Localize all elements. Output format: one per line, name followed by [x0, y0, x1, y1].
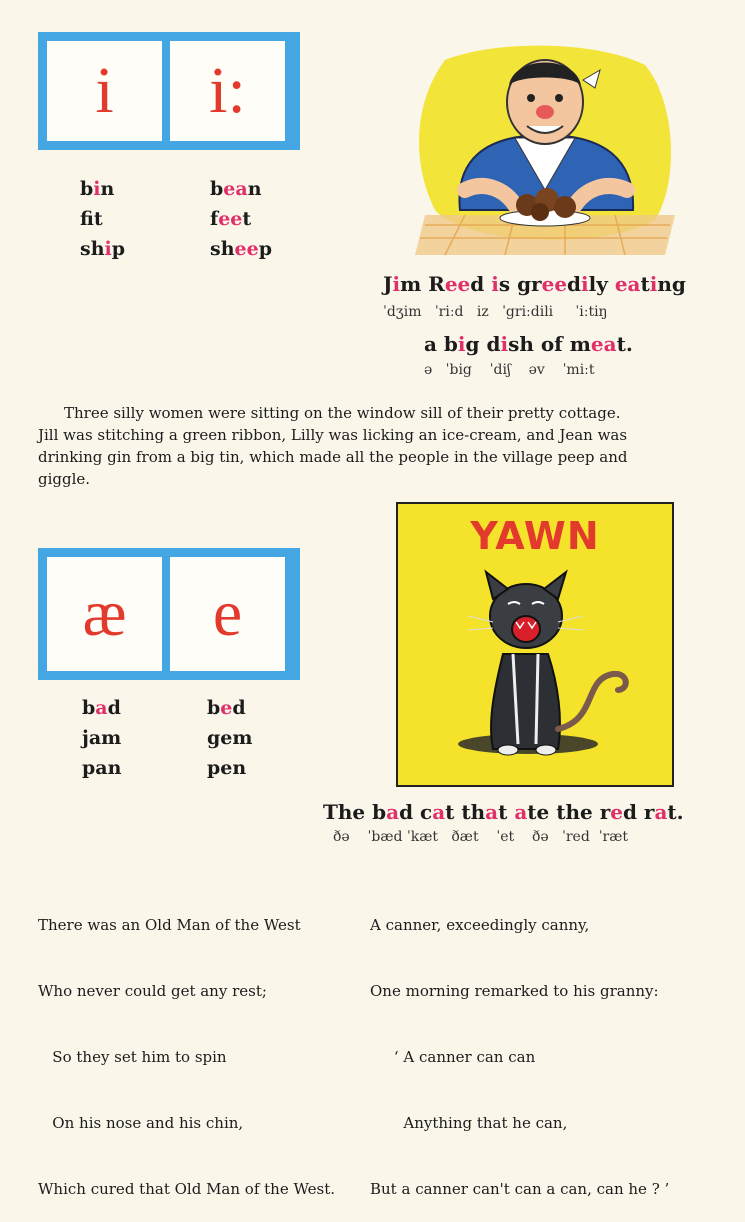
poem-line: There was an Old Man of the West — [38, 916, 301, 934]
poem-line: But a canner can't can a can, can he ? ’ — [370, 1180, 670, 1198]
highlighted-letters: a — [95, 697, 108, 719]
word-list-long-i — [210, 174, 272, 264]
phoneme-box-i — [38, 32, 300, 150]
highlighted-letters: i — [581, 272, 589, 296]
text-segment: sh — [80, 238, 105, 260]
word-list-short-i — [80, 174, 125, 264]
man-eating-illustration — [405, 40, 680, 260]
highlighted-letters: ee — [541, 272, 568, 296]
highlighted-letters: ee — [234, 238, 259, 260]
text-segment: n — [247, 178, 262, 200]
highlighted-letters: i — [500, 332, 509, 356]
highlighted-letters: ea — [590, 332, 617, 356]
highlighted-letters: ee — [444, 272, 471, 296]
text-segment: t th — [445, 800, 486, 824]
text-segment: p — [258, 238, 272, 260]
text-segment: The b — [323, 800, 387, 824]
example-word — [80, 174, 125, 204]
highlighted-letters: ea — [223, 178, 248, 200]
highlighted-letters: ee — [218, 208, 243, 230]
text-segment: n — [100, 178, 115, 200]
phoneme-ae: æ — [47, 557, 162, 671]
text-segment: d — [107, 697, 121, 719]
paragraph-line: Three silly women were sitting on the window sill of their pretty cottage. — [64, 404, 621, 422]
text-segment: sh of m — [508, 332, 591, 356]
text-segment: b — [80, 178, 94, 200]
text-segment: d c — [399, 800, 433, 824]
example-word — [210, 174, 272, 204]
text-segment: d r — [622, 800, 655, 824]
phoneme-short-i: i — [47, 41, 162, 141]
text-segment: t. — [616, 332, 633, 356]
text-segment: pen — [207, 757, 247, 779]
text-segment: d — [470, 272, 492, 296]
text-segment: a b — [424, 332, 458, 356]
text-segment: ly — [588, 272, 615, 296]
phoneme-box-ae-e — [38, 548, 300, 680]
phrase-big-dish — [424, 332, 633, 356]
paragraph-line: giggle. — [38, 470, 91, 488]
highlighted-letters: e — [220, 697, 233, 719]
text-segment: p — [111, 238, 126, 260]
text-segment: b — [82, 697, 96, 719]
yawning-cat-illustration — [398, 504, 672, 785]
text-segment: gem — [207, 727, 253, 749]
example-word — [207, 693, 252, 723]
poem-line: So they set him to spin — [38, 1048, 227, 1066]
text-segment: ng — [657, 272, 686, 296]
poster-title: YAWN — [470, 514, 600, 558]
highlighted-letters: i — [457, 332, 466, 356]
word-list-e — [207, 693, 252, 783]
text-segment: f — [80, 208, 94, 230]
poem-line: On his nose and his chin, — [38, 1114, 244, 1132]
phoneme-e: e — [170, 557, 285, 671]
text-segment: t. — [667, 800, 684, 824]
text-segment: b — [207, 697, 221, 719]
poem-line: Which cured that Old Man of the West. — [38, 1180, 336, 1198]
text-segment: t — [640, 272, 650, 296]
highlighted-letters: a — [485, 800, 499, 824]
poem-old-man-west — [38, 870, 335, 1222]
example-word — [210, 204, 272, 234]
highlighted-letters: i — [649, 272, 658, 296]
poem-canner — [370, 870, 669, 1222]
ipa-jim-reed: ˈdʒim ˈriːd iz ˈgriːdili ˈiːtiŋ — [383, 304, 608, 320]
paragraph-line: drinking gin from a big tin, which made all the people in the village peep and — [38, 448, 628, 466]
yawn-cat-poster — [396, 502, 674, 787]
highlighted-letters: a — [654, 800, 668, 824]
ipa-big-dish: ə ˈbig ˈdiʃ əv ˈmiːt — [424, 362, 595, 378]
poem-line: One morning remarked to his granny: — [370, 982, 659, 1000]
text-segment: t — [93, 208, 103, 230]
highlighted-letters: i — [93, 178, 101, 200]
text-segment: f — [210, 208, 219, 230]
phrase-jim-reed — [383, 272, 686, 296]
text-segment: b — [210, 178, 224, 200]
highlighted-letters: a — [514, 800, 528, 824]
example-word — [80, 204, 125, 234]
text-segment: m R — [400, 272, 445, 296]
text-segment: s gr — [498, 272, 542, 296]
text-segment: t — [498, 800, 515, 824]
text-segment: pan — [82, 757, 122, 779]
example-word — [82, 693, 121, 723]
story-paragraph — [38, 402, 700, 490]
highlighted-letters: a — [432, 800, 446, 824]
example-word — [207, 723, 252, 753]
highlighted-letters: i — [491, 272, 499, 296]
ipa-bad-cat: ðə ˈbæd ˈkæt ðæt ˈet ðə ˈred ˈræt — [333, 829, 629, 845]
text-segment: t — [242, 208, 252, 230]
poem-line: Anything that he can, — [370, 1114, 568, 1132]
text-segment: jam — [82, 727, 122, 749]
text-segment: J — [383, 272, 393, 296]
word-list-ae — [82, 693, 121, 783]
example-word — [210, 234, 272, 264]
poem-line: ‘ A canner can can — [370, 1048, 536, 1066]
text-segment: d — [232, 697, 246, 719]
highlighted-letters: ea — [614, 272, 641, 296]
poem-line: A canner, exceedingly canny, — [370, 916, 590, 934]
phrase-bad-cat — [323, 800, 684, 824]
text-segment: g d — [465, 332, 501, 356]
highlighted-letters: e — [610, 800, 623, 824]
example-word — [82, 723, 121, 753]
poem-line: Who never could get any rest; — [38, 982, 267, 1000]
text-segment: d — [567, 272, 582, 296]
example-word — [80, 234, 125, 264]
example-word — [82, 753, 121, 783]
phoneme-long-i: i: — [170, 41, 285, 141]
highlighted-letters: i — [392, 272, 401, 296]
paragraph-line: Jill was stitching a green ribbon, Lilly was licking an ice-cream, and Jean was — [38, 426, 628, 444]
text-segment: te the r — [527, 800, 611, 824]
example-word — [207, 753, 252, 783]
text-segment: sh — [210, 238, 235, 260]
highlighted-letters: i — [104, 238, 112, 260]
highlighted-letters: a — [386, 800, 400, 824]
